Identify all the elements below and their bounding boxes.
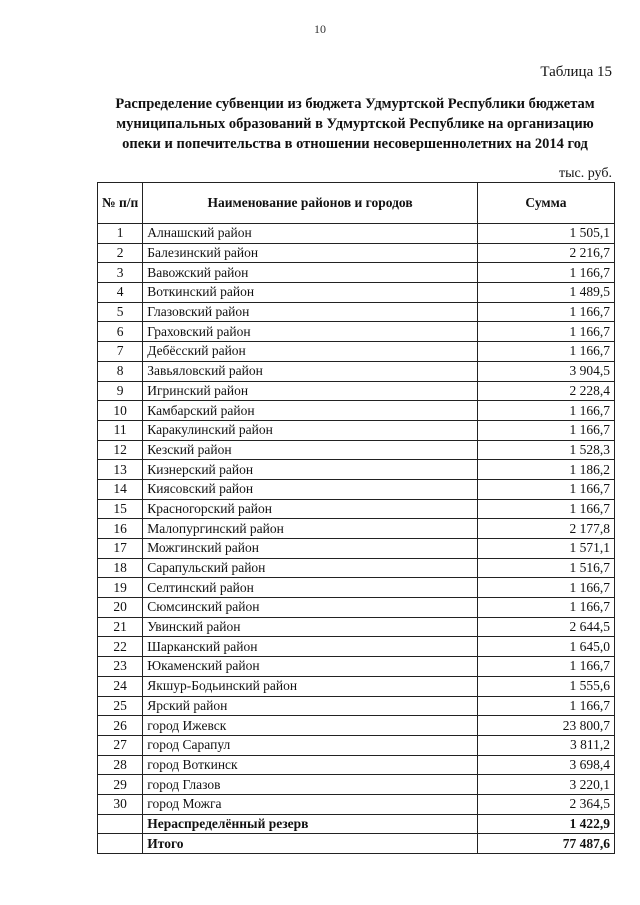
row-sum: 23 800,7	[477, 716, 614, 736]
page-number: 10	[314, 22, 326, 36]
row-num: 2	[98, 243, 143, 263]
row-name: Воткинский район	[143, 283, 478, 303]
row-sum: 1 489,5	[477, 283, 614, 303]
row-sum: 2 216,7	[477, 243, 614, 263]
row-sum: 1 528,3	[477, 440, 614, 460]
table-row	[98, 775, 615, 795]
row-sum: 1 516,7	[477, 558, 614, 578]
table-row	[98, 224, 615, 244]
table-row	[98, 479, 615, 499]
subvention-table	[97, 182, 615, 854]
row-num: 5	[98, 302, 143, 322]
row-sum: 1 166,7	[477, 696, 614, 716]
row-name: Можгинский район	[143, 539, 478, 559]
row-num: 23	[98, 657, 143, 677]
row-sum: 3 698,4	[477, 755, 614, 775]
title-line: муниципальных образований в Удмуртской Республике на организацию	[116, 116, 594, 132]
row-num: 28	[98, 755, 143, 775]
row-num: 18	[98, 558, 143, 578]
row-name: Игринский район	[143, 381, 478, 401]
row-name: Дебёсский район	[143, 342, 478, 362]
row-sum: 3 811,2	[477, 735, 614, 755]
row-name: город Можга	[143, 794, 478, 814]
table-row	[98, 716, 615, 736]
table-row	[98, 401, 615, 421]
row-num: 9	[98, 381, 143, 401]
row-name: Селтинский район	[143, 578, 478, 598]
table-row	[98, 578, 615, 598]
row-name: Завьяловский район	[143, 361, 478, 381]
row-num: 1	[98, 224, 143, 244]
row-sum: 2 644,5	[477, 617, 614, 637]
table-row	[98, 519, 615, 539]
table-row	[98, 539, 615, 559]
row-num: 4	[98, 283, 143, 303]
row-num: 16	[98, 519, 143, 539]
row-name: Балезинский район	[143, 243, 478, 263]
total-row	[98, 834, 615, 854]
row-sum: 1 571,1	[477, 539, 614, 559]
row-name: Увинский район	[143, 617, 478, 637]
total-name: Итого	[143, 834, 478, 854]
row-num: 27	[98, 735, 143, 755]
table-row	[98, 322, 615, 342]
row-name: Кизнерский район	[143, 460, 478, 480]
table-row	[98, 440, 615, 460]
table-row	[98, 283, 615, 303]
table-label: Таблица 15	[540, 64, 612, 80]
table-row	[98, 381, 615, 401]
table-row	[98, 342, 615, 362]
title-line: опеки и попечительства в отношении несовершеннолетних на 2014 год	[122, 136, 588, 152]
row-name: Ярский район	[143, 696, 478, 716]
reserve-name: Нераспределённый резерв	[143, 814, 478, 834]
row-num: 29	[98, 775, 143, 795]
reserve-sum: 1 422,9	[477, 814, 614, 834]
table-row	[98, 558, 615, 578]
row-num: 20	[98, 598, 143, 618]
reserve-num	[98, 814, 143, 834]
row-name: Малопургинский район	[143, 519, 478, 539]
table-row	[98, 420, 615, 440]
row-sum: 1 166,7	[477, 578, 614, 598]
row-name: Камбарский район	[143, 401, 478, 421]
total-num	[98, 834, 143, 854]
row-name: Глазовский район	[143, 302, 478, 322]
row-name: город Воткинск	[143, 755, 478, 775]
row-name: Граховский район	[143, 322, 478, 342]
row-num: 11	[98, 420, 143, 440]
row-sum: 2 364,5	[477, 794, 614, 814]
row-sum: 1 505,1	[477, 224, 614, 244]
row-num: 21	[98, 617, 143, 637]
row-name: город Ижевск	[143, 716, 478, 736]
row-name: Сарапульский район	[143, 558, 478, 578]
table-row	[98, 302, 615, 322]
row-num: 10	[98, 401, 143, 421]
row-name: Алнашский район	[143, 224, 478, 244]
header-num: № п/п	[98, 183, 143, 224]
row-num: 24	[98, 676, 143, 696]
table-row	[98, 676, 615, 696]
row-name: Каракулинский район	[143, 420, 478, 440]
table-row	[98, 617, 615, 637]
row-name: город Глазов	[143, 775, 478, 795]
table-row	[98, 735, 615, 755]
row-num: 22	[98, 637, 143, 657]
table-header-row	[98, 183, 615, 224]
units-label: тыс. руб.	[559, 166, 612, 181]
row-num: 7	[98, 342, 143, 362]
total-sum: 77 487,6	[477, 834, 614, 854]
table-row	[98, 696, 615, 716]
row-num: 6	[98, 322, 143, 342]
row-sum: 1 166,7	[477, 401, 614, 421]
row-num: 17	[98, 539, 143, 559]
row-sum: 1 166,7	[477, 479, 614, 499]
row-sum: 1 166,7	[477, 322, 614, 342]
table-row	[98, 637, 615, 657]
row-sum: 1 186,2	[477, 460, 614, 480]
table-row	[98, 755, 615, 775]
header-sum: Сумма	[477, 183, 614, 224]
table-row	[98, 657, 615, 677]
row-sum: 2 177,8	[477, 519, 614, 539]
row-name: город Сарапул	[143, 735, 478, 755]
row-sum: 1 555,6	[477, 676, 614, 696]
table-row	[98, 499, 615, 519]
row-name: Красногорский район	[143, 499, 478, 519]
row-num: 30	[98, 794, 143, 814]
row-sum: 1 645,0	[477, 637, 614, 657]
row-sum: 3 220,1	[477, 775, 614, 795]
reserve-row	[98, 814, 615, 834]
table-row	[98, 263, 615, 283]
row-num: 13	[98, 460, 143, 480]
row-name: Кезский район	[143, 440, 478, 460]
row-sum: 1 166,7	[477, 420, 614, 440]
row-sum: 2 228,4	[477, 381, 614, 401]
table-row	[98, 794, 615, 814]
row-name: Киясовский район	[143, 479, 478, 499]
row-sum: 1 166,7	[477, 263, 614, 283]
row-sum: 1 166,7	[477, 657, 614, 677]
row-sum: 1 166,7	[477, 499, 614, 519]
row-num: 8	[98, 361, 143, 381]
row-sum: 1 166,7	[477, 598, 614, 618]
title-line: Распределение субвенции из бюджета Удмуртской Республики бюджетам	[115, 96, 595, 112]
row-sum: 1 166,7	[477, 302, 614, 322]
row-num: 15	[98, 499, 143, 519]
row-num: 25	[98, 696, 143, 716]
row-name: Сюмсинский район	[143, 598, 478, 618]
document-title	[80, 94, 630, 154]
row-name: Якшур-Бодьинский район	[143, 676, 478, 696]
table-row	[98, 460, 615, 480]
table-row	[98, 361, 615, 381]
row-num: 14	[98, 479, 143, 499]
row-name: Юкаменский район	[143, 657, 478, 677]
row-num: 12	[98, 440, 143, 460]
row-name: Вавожский район	[143, 263, 478, 283]
header-name: Наименование районов и городов	[143, 183, 478, 224]
row-num: 26	[98, 716, 143, 736]
row-num: 3	[98, 263, 143, 283]
row-sum: 1 166,7	[477, 342, 614, 362]
table-body	[98, 224, 615, 815]
table-row	[98, 598, 615, 618]
row-num: 19	[98, 578, 143, 598]
row-sum: 3 904,5	[477, 361, 614, 381]
table-row	[98, 243, 615, 263]
row-name: Шарканский район	[143, 637, 478, 657]
